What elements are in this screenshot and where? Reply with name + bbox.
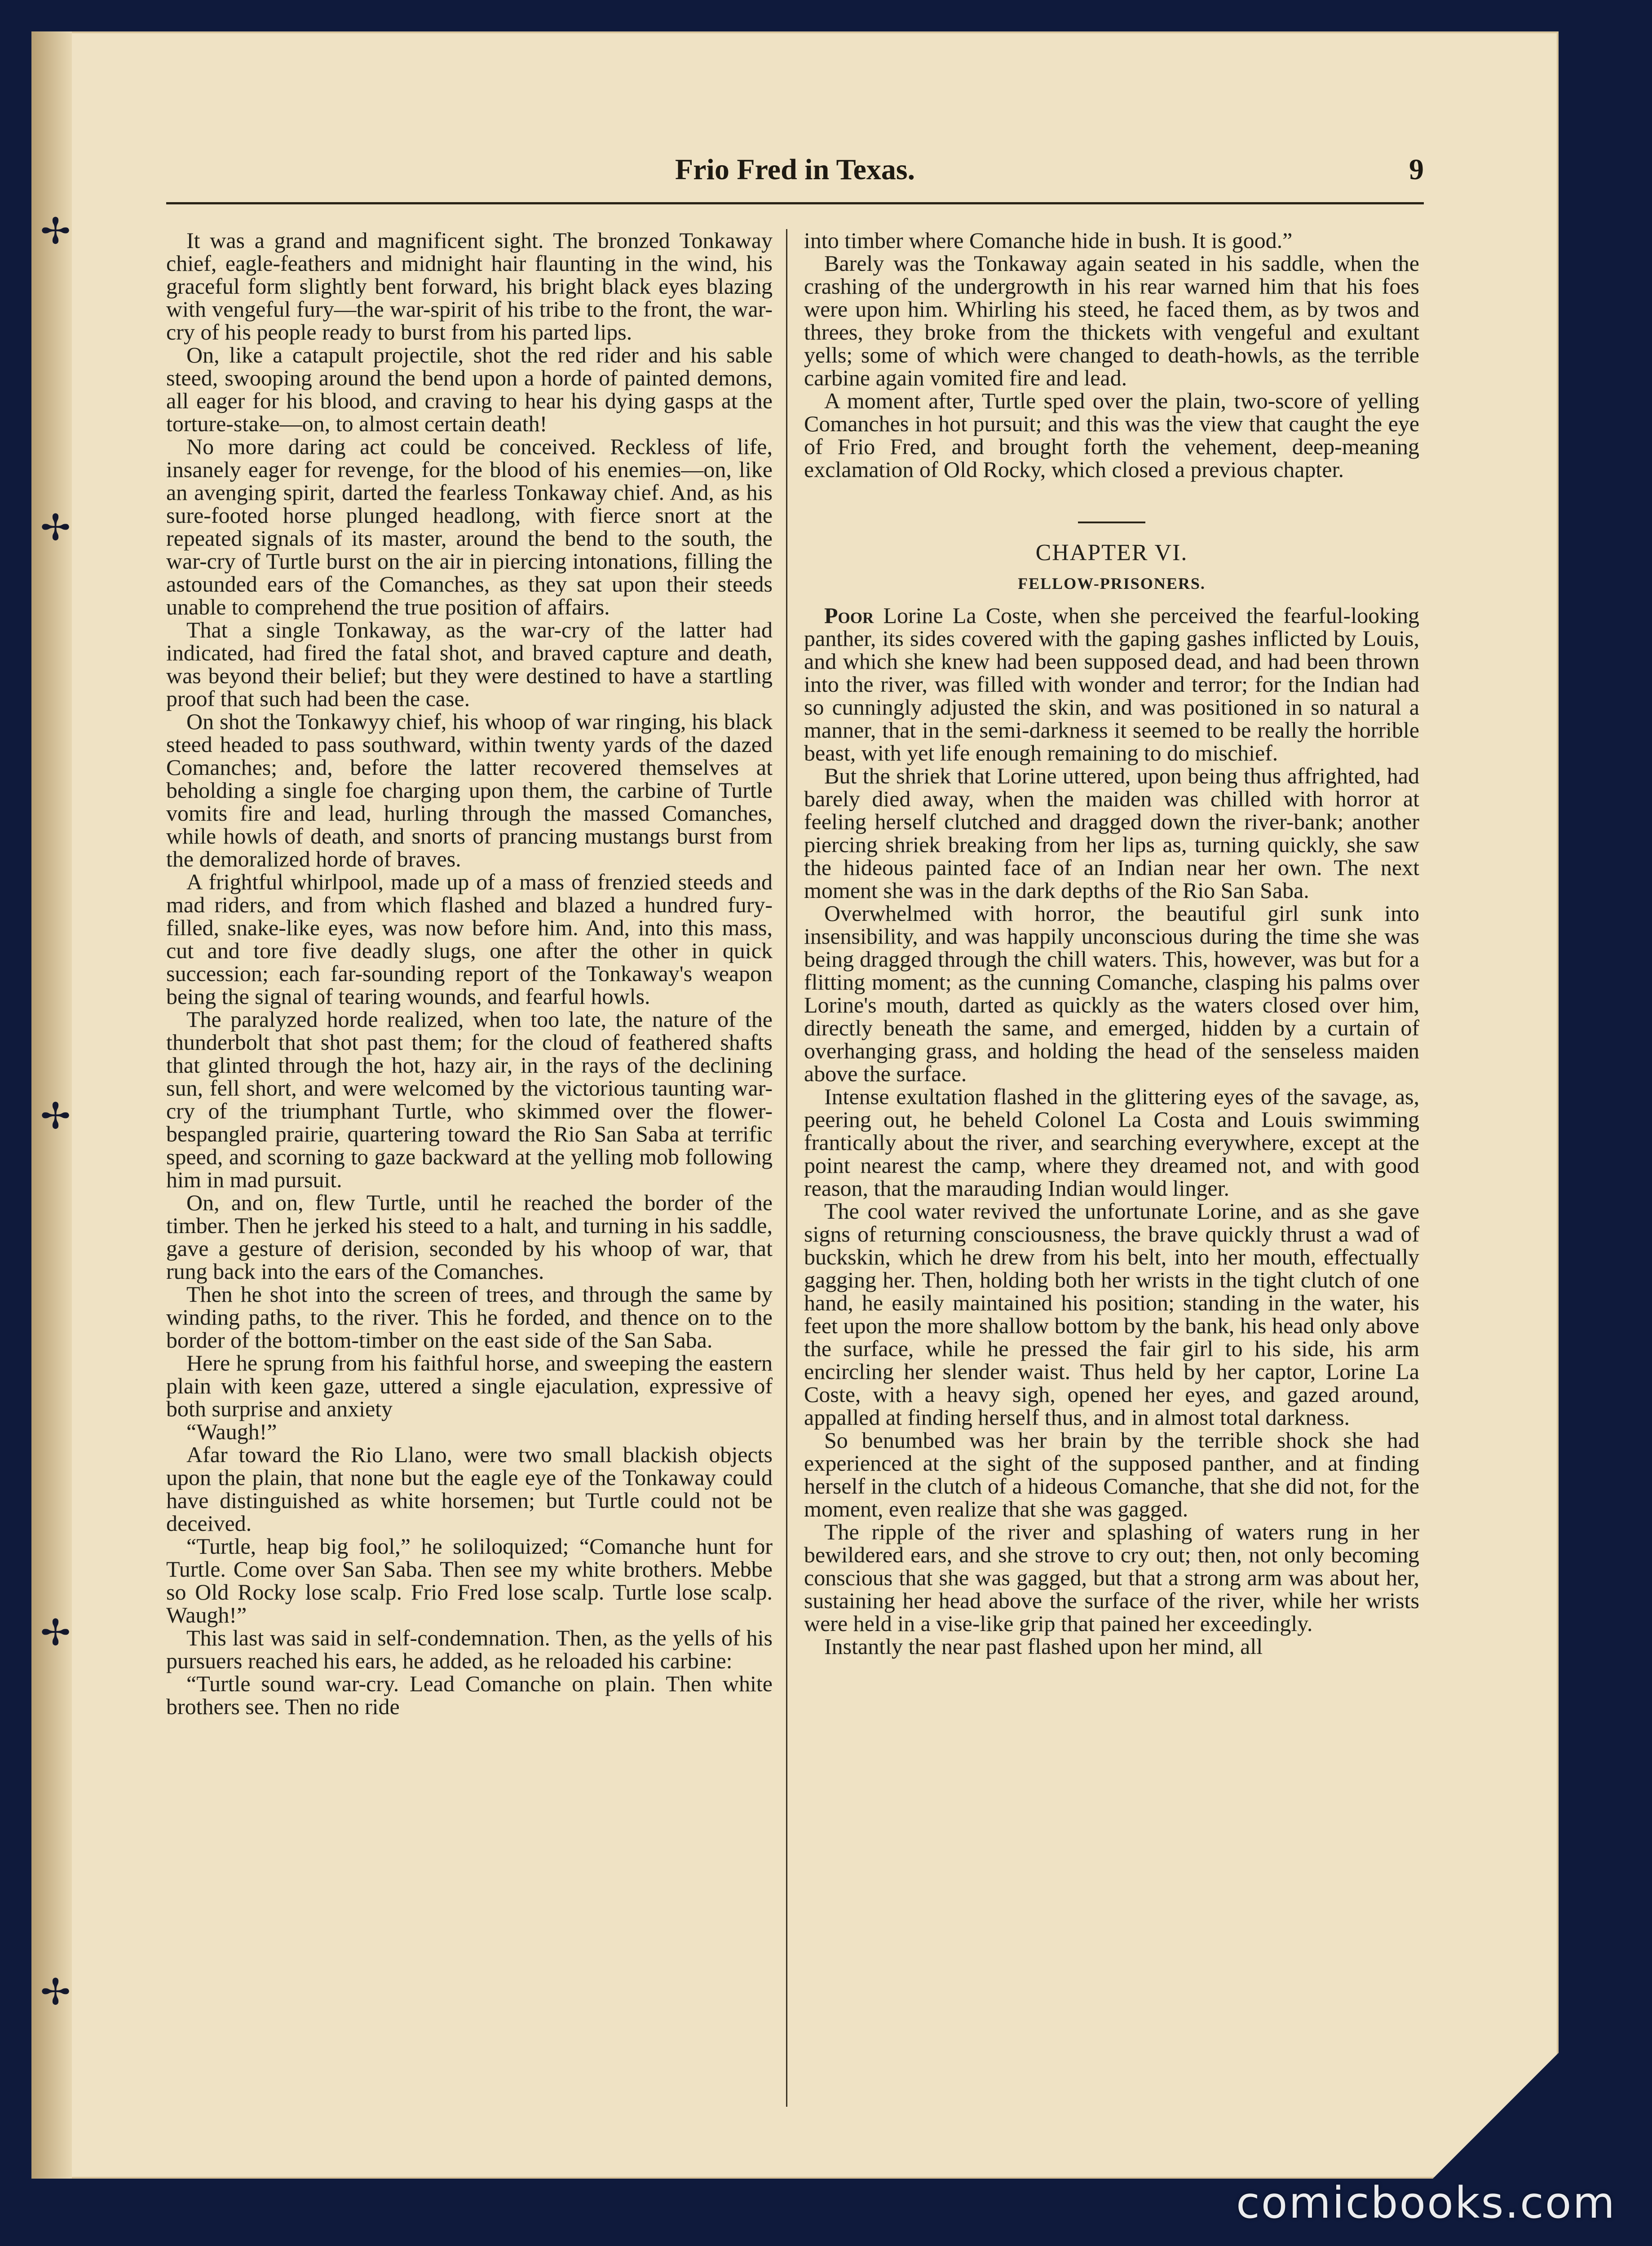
paragraph: into timber where Comanche hide in bush. It is good.” <box>804 229 1293 253</box>
paragraph: A moment after, Turtle sped over the plain, two-score of yelling Comanches in hot pursuit; and this was the view that caught the eye of Frio Fred, and brought forth the vehement, deep-meaning exclamation of Old Rocky, which closed a previous chapter. <box>804 388 1419 482</box>
column-rule <box>786 229 787 2107</box>
binding-stitch-icon: ✢ <box>40 210 71 252</box>
paragraph: No more daring act could be conceived. Reckless of life, insanely eager for revenge, for the blood of his enemies—on, like an avenging spirit, darted the fearless Tonkaway chief. And, as his sure-footed horse plunged headlong, with fierce snort at the repeated signals of its master, around the bend to the south, the war-cry of Turtle burst on the air in piercing intonations, filling the astounded ears of the Comanches, as they sat upon their steeds unable to comprehend the true position of affairs. <box>166 434 773 619</box>
paragraph: That a single Tonkaway, as the war-cry of the latter had indicated, had fired the fatal shot, and braved capture and death, was beyond their belief; but they were destined to have a startling proof that such had been the case. <box>166 617 773 711</box>
paragraph: “Waugh!” <box>186 1419 277 1444</box>
binding-stitch-icon: ✢ <box>40 507 71 548</box>
opening-text: Lorine La Coste, when she perceived the fearful-looking panther, its sides covered with the gaping gashes inflicted by Louis, and which she knew had been supposed dead, and had been thrown into the river, was filled with wonder and terror; for the Indian had so cunningly adjusted the skin, and was positioned in so natural a manner, that in the semi-darkness it seemed to be really the horrible beast, with yet life enough remaining to do mischief. <box>804 603 1419 765</box>
chapter-opening-paragraph <box>804 604 1419 765</box>
paragraph: Afar toward the Rio Llano, were two small blackish objects upon the plain, that none but the eagle eye of the Tonkaway could have distinguished as white horsemen; but Turtle could not be deceived. <box>166 1442 773 1536</box>
paragraph: Intense exultation flashed in the glittering eyes of the savage, as, peering out, he beheld Colonel La Costa and Louis swimming frantically about the river, and searching everywhere, except at the point nearest the camp, where they dreamed not, and with good reason, that the marauding Indian would linger. <box>804 1084 1419 1201</box>
left-column <box>166 229 773 2116</box>
folded-corner <box>1424 2044 1568 2188</box>
paragraph: So benumbed was her brain by the terrible shock she had experienced at the sight of the supposed panther, and at finding herself in the clutch of a hideous Comanche, that she did not, for the moment, even realize that she was gagged. <box>804 1428 1419 1521</box>
paragraph: This last was said in self-condemnation. Then, as the yells of his pursuers reached his ears, he added, as he reloaded his carbine: <box>166 1625 773 1673</box>
paragraph: “Turtle sound war-cry. Lead Comanche on plain. Then white brothers see. Then no ride <box>166 1671 773 1719</box>
page-number: 9 <box>1409 153 1424 186</box>
paragraph: On, like a catapult projectile, shot the red rider and his sable steed, swooping around the bend upon a horde of painted demons, all eager for his blood, and craving to hear his dying gasps at the torture-stake—on, to almost certain death! <box>166 342 773 436</box>
paragraph: The ripple of the river and splashing of waters rung in her bewildered ears, and she strove to cry out; then, not only becoming conscious that she was gagged, but that a strong arm was about her, sustaining her head above the surface of the river, while her wrists were held in a vise-like grip that pained her exceedingly. <box>804 1519 1419 1636</box>
section-divider <box>1078 522 1145 523</box>
paragraph: On, and on, flew Turtle, until he reached the border of the timber. Then he jerked his steed to a halt, and turning in his saddle, gave a gesture of derision, seconded by his whoop of war, that rung back into the ears of the Comanches. <box>166 1190 773 1284</box>
chapter-title: CHAPTER VI. <box>1035 540 1188 566</box>
binding-stitch-icon: ✢ <box>40 1095 71 1137</box>
running-header <box>166 135 1424 204</box>
paragraph: Then he shot into the screen of trees, and through the same by winding paths, to the river. This he forded, and thence on to the border of the bottom-timber on the east side of the San Saba. <box>166 1282 773 1353</box>
binding-stitch-icon: ✢ <box>40 1612 71 1654</box>
paragraph: The cool water revived the unfortunate Lorine, and as she gave signs of returning consciousness, the brave quickly thrust a wad of buckskin, which he drew from his belt, into her mouth, effectually gagging her. Then, holding both her wrists in the tight clutch of one hand, he easily maintained his position; standing in the water, his feet upon the more shallow bottom by the bank, his head only above the surface, while he pressed the fair girl to his side, his arm encircling her slender waist. Thus held by her captor, Lorine La Coste, with a heavy sigh, opened her eyes, and gazed around, appalled at finding herself thus, and in almost total darkness. <box>804 1198 1419 1430</box>
paragraph: It was a grand and magnificent sight. The bronzed Tonkaway chief, eagle-feathers and midnight hair flaunting in the wind, his graceful form slightly bent forward, his bright black eyes blazing with vengeful fury—the war-spirit of his tribe to the front, the war-cry of his people ready to burst from his parted lips. <box>166 229 773 345</box>
running-title: Frio Fred in Texas. <box>675 153 915 186</box>
paragraph: But the shriek that Lorine uttered, upon being thus affrighted, had barely died away, when the maiden was chilled with horror at feeling herself clutched and dragged down the river-bank; another piercing shriek breaking from her lips as, turning quickly, she saw the hideous painted face of an Indian near her own. The next moment she was in the dark depths of the Rio San Saba. <box>804 763 1419 903</box>
opening-word: Poor <box>824 603 874 628</box>
chapter-subtitle: FELLOW-PRISONERS. <box>1018 575 1206 592</box>
paragraph: Instantly the near past flashed upon her mind, all <box>824 1634 1263 1659</box>
paragraph: A frightful whirlpool, made up of a mass of frenzied steeds and mad riders, and from which flashed and blazed a hundred fury-filled, snake-like eyes, was now before him. And, into this mass, cut and tore five deadly slugs, one after the other in quick succession; each far-sounding report of the Tonkaway's weapon being the signal of tearing wounds, and fearful howls. <box>166 869 773 1009</box>
paragraph: Here he sprung from his faithful horse, and sweeping the eastern plain with keen gaze, uttered a single ejaculation, expressive of both surprise and anxiety <box>166 1350 773 1421</box>
paragraph: “Turtle, heap big fool,” he soliloquized; “Comanche hunt for Turtle. Come over San Saba. Then see my white brothers. Mebbe so Old Rocky lose scalp. Frio Fred lose scalp. Turtle lose scalp. Waugh!” <box>166 1534 773 1627</box>
right-column <box>804 229 1419 2116</box>
paragraph: On shot the Tonkawyy chief, his whoop of war ringing, his black steed headed to pass southward, within twenty yards of the dazed Comanches; and, before the latter recovered themselves at beholding a single foe charging upon them, the carbine of Turtle vomits fire and lead, hurling through the massed Comanches, while howls of death, and snorts of prancing mustangs burst from the demoralized horde of braves. <box>166 709 773 871</box>
paragraph: Overwhelmed with horror, the beautiful girl sunk into insensibility, and was happily unconscious during the time she was being dragged through the chill waters. This, however, was but for a flitting moment; as the cunning Comanche, clasping his palms over Lorine's mouth, darted as quickly as the waters closed over him, directly beneath the same, and emerged, hidden by a curtain of overhanging grass, and holding the head of the senseless maiden above the surface. <box>804 901 1419 1086</box>
paragraph: Barely was the Tonkaway again seated in his saddle, when the crashing of the undergrowth in his rear warned him that his foes were upon him. Whirling his steed, he faced them, as by twos and threes, they broke from the thickets with vengeful and exultant yells; some of which were changed to death-howls, as the terrible carbine again vomited fire and lead. <box>804 251 1419 390</box>
paragraph: The paralyzed horde realized, when too late, the nature of the thunderbolt that shot past them; for the cloud of feathered shafts that glinted through the hot, hazy air, in the rays of the declining sun, fell short, and were welcomed by the victorious taunting war-cry of the triumphant Turtle, who skimmed over the flower-bespangled prairie, quartering toward the Rio San Saba at terrific speed, and scorning to gaze backward at the yelling mob following him in mad pursuit. <box>166 1007 773 1192</box>
watermark: comicbooks.com <box>1236 2178 1616 2228</box>
binding-stitch-icon: ✢ <box>40 1971 71 2013</box>
